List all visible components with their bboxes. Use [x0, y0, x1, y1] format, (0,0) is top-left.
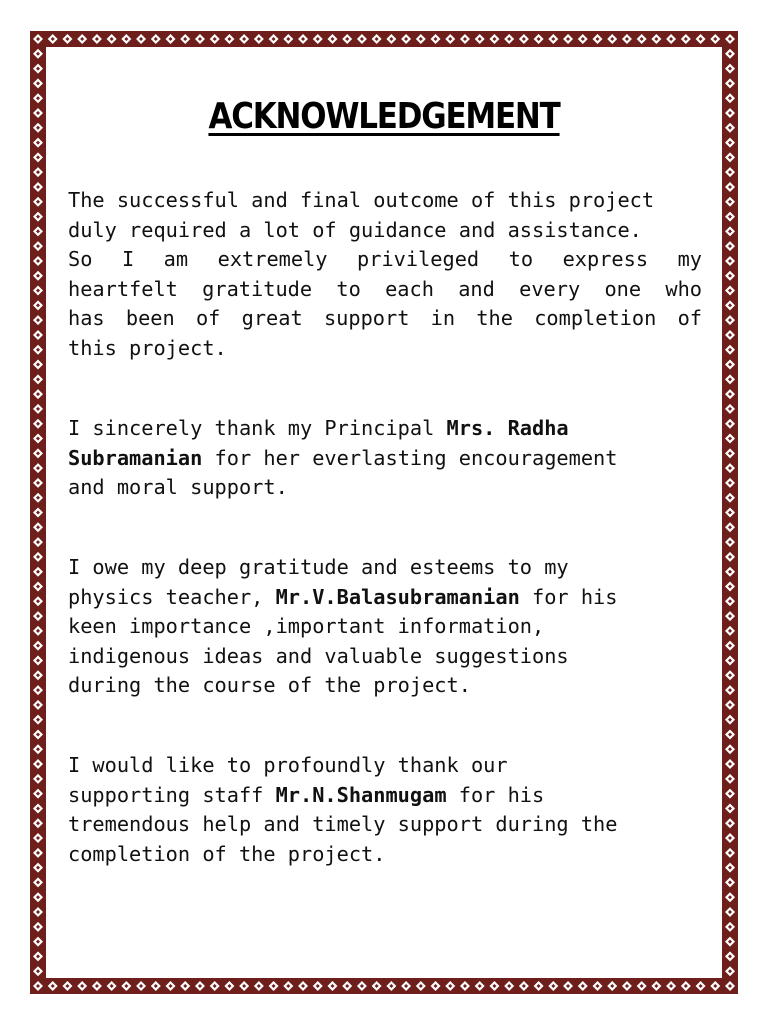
border-diamond	[725, 434, 735, 444]
border-diamond	[681, 981, 691, 991]
border-diamond	[725, 34, 735, 44]
border-diamond	[725, 966, 735, 976]
border-diamond	[725, 345, 735, 355]
border-diamond	[33, 463, 43, 473]
border-diamond	[725, 655, 735, 665]
border-diamond	[357, 34, 367, 44]
border-diamond	[725, 108, 735, 118]
border-diamond	[666, 981, 676, 991]
border-diamond	[578, 34, 588, 44]
border-diamond	[548, 981, 558, 991]
paragraph-teacher	[68, 553, 702, 701]
border-diamond	[33, 596, 43, 606]
border-diamond	[33, 922, 43, 932]
border-diamond	[33, 892, 43, 902]
border-diamond	[33, 345, 43, 355]
border-diamond	[475, 981, 485, 991]
border-diamond	[224, 34, 234, 44]
border-diamond	[33, 448, 43, 458]
border-diamond	[33, 833, 43, 843]
border-diamond	[33, 256, 43, 266]
border-diamond	[548, 34, 558, 44]
staff-name: Mr.N.Shanmugam	[275, 782, 447, 807]
border-diamond	[666, 34, 676, 44]
paragraph-line: indigenous ideas and valuable suggestions	[68, 643, 569, 668]
border-diamond	[460, 981, 470, 991]
border-diamond	[416, 981, 426, 991]
border-diamond	[725, 508, 735, 518]
border-diamond	[77, 981, 87, 991]
border-diamond	[504, 34, 514, 44]
border-diamond	[33, 493, 43, 503]
border-diamond	[107, 981, 117, 991]
border-diamond	[33, 138, 43, 148]
border-diamond	[33, 715, 43, 725]
border-diamond	[489, 34, 499, 44]
border-diamond	[696, 981, 706, 991]
border-diamond	[210, 981, 220, 991]
border-diamond	[48, 981, 58, 991]
border-diamond	[357, 981, 367, 991]
border-diamond	[681, 34, 691, 44]
border-diamond	[725, 848, 735, 858]
border-diamond	[725, 596, 735, 606]
border-diamond	[725, 892, 735, 902]
paragraph-line: keen importance ,important information,	[68, 614, 545, 639]
paragraph-line: completion of the project.	[68, 841, 386, 866]
paragraph-line: heartfelt gratitude to each and every one who	[68, 276, 702, 301]
paragraph-text: I sincerely thank my Principal	[68, 416, 447, 440]
border-diamond	[180, 981, 190, 991]
border-diamond	[33, 641, 43, 651]
border-diamond	[33, 404, 43, 414]
paragraph-text: for his	[519, 584, 618, 609]
border-diamond	[298, 981, 308, 991]
border-diamond	[725, 226, 735, 236]
border-diamond	[166, 981, 176, 991]
paragraph-text: for her everlasting encouragement	[202, 445, 618, 470]
border-diamond	[33, 937, 43, 947]
border-diamond	[62, 981, 72, 991]
border-diamond	[725, 700, 735, 710]
border-diamond	[725, 685, 735, 695]
border-diamond	[92, 34, 102, 44]
border-diamond	[431, 981, 441, 991]
border-diamond	[33, 626, 43, 636]
border-diamond	[269, 34, 279, 44]
border-diamond	[725, 286, 735, 296]
border-diamond	[33, 300, 43, 310]
border-diamond	[725, 759, 735, 769]
border-diamond	[151, 34, 161, 44]
border-diamond	[725, 863, 735, 873]
border-diamond	[725, 774, 735, 784]
paragraph-staff	[68, 751, 702, 869]
border-diamond	[475, 34, 485, 44]
border-diamond	[33, 818, 43, 828]
title-text: ACKNOWLEDGEMENT	[208, 96, 560, 137]
border-diamond	[725, 78, 735, 88]
border-diamond	[342, 34, 352, 44]
border-diamond	[33, 167, 43, 177]
border-diamond	[151, 981, 161, 991]
border-diamond	[386, 981, 396, 991]
border-diamond	[622, 34, 632, 44]
border-diamond	[725, 729, 735, 739]
border-diamond	[725, 138, 735, 148]
border-diamond	[725, 330, 735, 340]
border-diamond	[622, 981, 632, 991]
border-diamond	[725, 49, 735, 59]
principal-name: Mrs. Radha	[446, 416, 569, 440]
border-diamond	[519, 34, 529, 44]
border-diamond	[563, 981, 573, 991]
border-diamond	[431, 34, 441, 44]
border-diamond	[239, 34, 249, 44]
border-diamond	[269, 981, 279, 991]
paragraph-line	[68, 444, 702, 474]
border-diamond	[725, 937, 735, 947]
border-diamond	[725, 951, 735, 961]
border-diamond	[519, 981, 529, 991]
border-diamond	[121, 981, 131, 991]
paragraph-line: has been of great support in the completion of	[68, 306, 702, 331]
border-diamond	[33, 286, 43, 296]
border-diamond	[725, 626, 735, 636]
border-diamond	[33, 197, 43, 207]
border-diamond	[401, 34, 411, 44]
border-diamond	[33, 907, 43, 917]
border-diamond	[504, 981, 514, 991]
border-diamond	[710, 34, 720, 44]
border-diamond	[33, 78, 43, 88]
border-diamond	[313, 34, 323, 44]
border-diamond	[725, 152, 735, 162]
border-diamond	[33, 271, 43, 281]
border-diamond	[710, 981, 720, 991]
paragraph-line: this project.	[68, 335, 227, 360]
paragraph-line: tremendous help and timely support during the	[68, 812, 618, 837]
border-diamond	[33, 93, 43, 103]
border-diamond	[33, 803, 43, 813]
border-diamond	[725, 182, 735, 192]
border-diamond	[33, 552, 43, 562]
border-diamond	[592, 981, 602, 991]
border-diamond	[725, 271, 735, 281]
paragraph-principal	[68, 414, 702, 503]
border-diamond	[327, 34, 337, 44]
border-diamond	[460, 34, 470, 44]
border-diamond	[33, 374, 43, 384]
border-diamond	[33, 966, 43, 976]
border-diamond	[33, 729, 43, 739]
border-diamond	[210, 34, 220, 44]
border-diamond	[725, 360, 735, 370]
border-diamond	[725, 611, 735, 621]
paragraph-line: duly required a lot of guidance and assistance.	[68, 217, 642, 242]
border-diamond	[651, 34, 661, 44]
paragraph-text: for his	[446, 782, 545, 807]
border-diamond	[534, 981, 544, 991]
border-diamond	[725, 803, 735, 813]
border-diamond	[33, 508, 43, 518]
paragraph-line: The successful and final outcome of this project	[68, 188, 655, 212]
border-diamond	[725, 64, 735, 74]
border-diamond	[725, 123, 735, 133]
border-diamond	[725, 789, 735, 799]
border-diamond	[725, 300, 735, 310]
border-diamond	[254, 34, 264, 44]
border-diamond	[725, 241, 735, 251]
border-diamond	[166, 34, 176, 44]
border-diamond	[33, 241, 43, 251]
border-diamond	[372, 34, 382, 44]
paragraph-line: and moral support.	[68, 475, 288, 500]
border-diamond	[33, 152, 43, 162]
border-diamond	[637, 34, 647, 44]
border-diamond	[725, 641, 735, 651]
border-diamond	[239, 981, 249, 991]
teacher-name: Mr.V.Balasubramanian	[275, 584, 520, 609]
border-diamond	[725, 374, 735, 384]
border-diamond	[725, 537, 735, 547]
border-diamond	[725, 463, 735, 473]
border-diamond	[342, 981, 352, 991]
border-diamond	[637, 981, 647, 991]
border-diamond	[33, 360, 43, 370]
border-diamond	[607, 34, 617, 44]
border-diamond	[725, 522, 735, 532]
border-diamond	[725, 315, 735, 325]
border-diamond	[283, 981, 293, 991]
paragraph-line: So I am extremely privileged to express my	[68, 247, 702, 272]
border-diamond	[33, 981, 43, 991]
border-diamond	[651, 981, 661, 991]
border-diamond	[33, 877, 43, 887]
border-diamond	[33, 330, 43, 340]
border-diamond	[725, 907, 735, 917]
border-diamond	[401, 981, 411, 991]
border-diamond	[33, 389, 43, 399]
border-diamond	[725, 922, 735, 932]
border-diamond	[33, 655, 43, 665]
border-diamond	[696, 34, 706, 44]
border-diamond	[725, 93, 735, 103]
border-diamond	[33, 226, 43, 236]
paragraph-text: physics teacher,	[68, 584, 276, 609]
border-diamond	[92, 981, 102, 991]
border-diamond	[725, 256, 735, 266]
border-diamond	[725, 389, 735, 399]
border-diamond	[136, 981, 146, 991]
paragraph-line: during the course of the project.	[68, 673, 471, 698]
border-diamond	[725, 715, 735, 725]
border-diamond	[33, 567, 43, 577]
border-diamond	[33, 434, 43, 444]
border-diamond	[313, 981, 323, 991]
border-diamond	[136, 34, 146, 44]
border-diamond	[33, 744, 43, 754]
border-diamond	[33, 951, 43, 961]
border-diamond	[224, 981, 234, 991]
paragraph-line	[68, 583, 702, 613]
border-diamond	[445, 34, 455, 44]
border-diamond	[725, 552, 735, 562]
border-diamond	[33, 670, 43, 680]
border-diamond	[725, 833, 735, 843]
border-diamond	[33, 522, 43, 532]
border-diamond	[725, 404, 735, 414]
border-diamond	[327, 981, 337, 991]
border-diamond	[48, 34, 58, 44]
border-diamond	[33, 759, 43, 769]
border-diamond	[107, 34, 117, 44]
border-diamond	[33, 34, 43, 44]
border-diamond	[33, 108, 43, 118]
principal-name: Subramanian	[68, 445, 203, 470]
border-diamond	[121, 34, 131, 44]
border-diamond	[725, 670, 735, 680]
border-diamond	[416, 34, 426, 44]
border-diamond	[298, 34, 308, 44]
border-diamond	[725, 478, 735, 488]
border-diamond	[283, 34, 293, 44]
border-diamond	[725, 448, 735, 458]
border-diamond	[725, 981, 735, 991]
border-diamond	[33, 848, 43, 858]
border-diamond	[33, 789, 43, 799]
border-diamond	[578, 981, 588, 991]
border-diamond	[33, 581, 43, 591]
paragraph-text: supporting staff	[68, 782, 276, 807]
border-diamond	[372, 981, 382, 991]
border-diamond	[33, 49, 43, 59]
border-diamond	[33, 700, 43, 710]
border-diamond	[33, 863, 43, 873]
border-diamond	[592, 34, 602, 44]
paragraph-line	[68, 781, 702, 811]
border-diamond	[33, 419, 43, 429]
border-diamond	[195, 34, 205, 44]
border-diamond	[725, 212, 735, 222]
border-diamond	[180, 34, 190, 44]
border-diamond	[33, 123, 43, 133]
paragraph-intro	[68, 186, 702, 364]
border-diamond	[725, 197, 735, 207]
border-diamond	[33, 478, 43, 488]
border-diamond	[534, 34, 544, 44]
border-diamond	[725, 567, 735, 577]
border-diamond	[195, 981, 205, 991]
border-diamond	[33, 774, 43, 784]
page-title	[54, 96, 714, 137]
border-diamond	[725, 167, 735, 177]
border-diamond	[33, 685, 43, 695]
border-diamond	[33, 315, 43, 325]
border-diamond	[725, 877, 735, 887]
border-diamond	[33, 611, 43, 621]
border-diamond	[62, 34, 72, 44]
border-diamond	[254, 981, 264, 991]
border-diamond	[386, 34, 396, 44]
border-diamond	[33, 182, 43, 192]
border-diamond	[725, 493, 735, 503]
border-diamond	[607, 981, 617, 991]
border-diamond	[725, 419, 735, 429]
border-diamond	[33, 212, 43, 222]
border-diamond	[33, 537, 43, 547]
border-diamond	[489, 981, 499, 991]
paragraph-line	[68, 414, 702, 444]
paragraph-line: I would like to profoundly thank our	[68, 753, 508, 777]
paragraph-line: I owe my deep gratitude and esteems to my	[68, 555, 569, 579]
border-diamond	[725, 581, 735, 591]
border-diamond	[725, 818, 735, 828]
border-diamond	[33, 64, 43, 74]
border-diamond	[445, 981, 455, 991]
border-diamond	[77, 34, 87, 44]
border-diamond	[563, 34, 573, 44]
border-diamond	[725, 744, 735, 754]
